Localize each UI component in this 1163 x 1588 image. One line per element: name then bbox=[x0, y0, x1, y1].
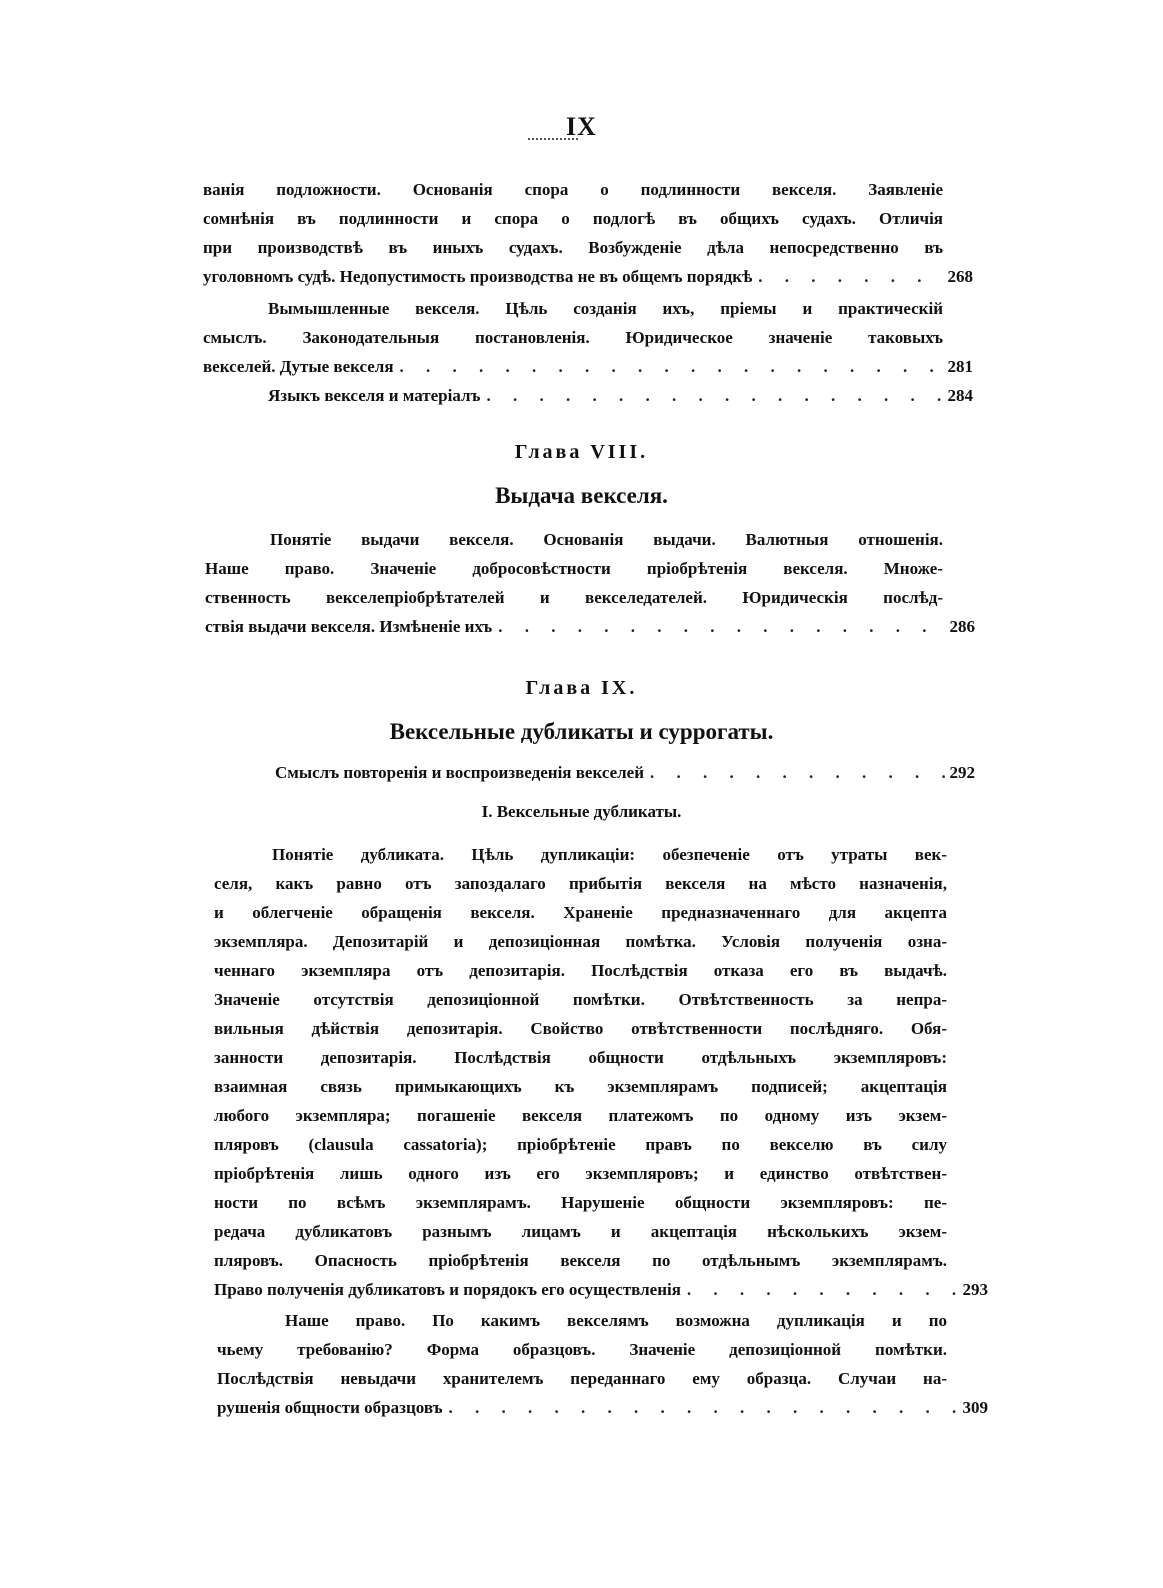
text-line: пляровъ. Опасность пріобрѣтенія векселя по отдѣльнымъ экземплярамъ. bbox=[214, 1251, 947, 1270]
entry-our-law bbox=[217, 1306, 947, 1393]
page-ref: 292 bbox=[949, 763, 975, 782]
chapter-8-label: Глава VIII. bbox=[514, 441, 649, 463]
toc-text: ствія выдачи векселя. Измѣненіе ихъ bbox=[205, 617, 493, 636]
chapter-8-title: Выдача векселя. bbox=[495, 483, 668, 508]
text-line: сомнѣнія въ подлинности и спора о подлогѣ въ общихъ судахъ. Отличія bbox=[203, 209, 943, 228]
entry-duplicates bbox=[214, 840, 947, 1275]
toc-line bbox=[203, 262, 973, 291]
page-ref: 286 bbox=[949, 617, 975, 636]
text-line: и облегченіе обращенія векселя. Храненіе предназначеннаго для акцепта bbox=[214, 903, 947, 922]
text-line: селя, какъ равно отъ запоздалаго прибытія векселя на мѣсто назначенія, bbox=[214, 874, 947, 893]
entry-forgery-last bbox=[203, 262, 973, 291]
text-line: Послѣдствія невыдачи хранителемъ переданнаго ему образца. Случаи на- bbox=[217, 1369, 947, 1388]
page-ref: 293 bbox=[962, 1280, 988, 1299]
toc-line bbox=[268, 381, 973, 410]
entry-duplicates-last bbox=[214, 1275, 988, 1304]
page-ref: 309 bbox=[962, 1398, 988, 1417]
text-line: вильныя дѣйствія депозитарія. Свойство отвѣтственности послѣдняго. Обя- bbox=[214, 1019, 947, 1038]
leader-dots bbox=[394, 352, 943, 381]
entry-chapter-9-intro bbox=[275, 758, 975, 787]
text-line: смыслъ. Законодательныя постановленія. Юридическое значеніе таковыхъ bbox=[203, 328, 943, 347]
leader-dots bbox=[752, 262, 943, 291]
chapter-9-title: Вексельные дубликаты и суррогаты. bbox=[389, 719, 774, 744]
entry-chapter-8-last bbox=[205, 612, 975, 641]
text-line: ченнаго экземпляра отъ депозитарія. Послѣдствія отказа его въ выдачѣ. bbox=[214, 961, 947, 980]
entry-our-law-last bbox=[217, 1393, 988, 1422]
text-line: ственность векселепріобрѣтателей и векселедателей. Юридическія послѣд- bbox=[205, 588, 943, 607]
leader-dots bbox=[443, 1393, 958, 1422]
text-line: взаимная связь примыкающихъ къ экземплярамъ подписей; акцептація bbox=[214, 1077, 947, 1096]
toc-line bbox=[214, 1275, 988, 1304]
text-line: Наше право. По какимъ векселямъ возможна дупликація и по bbox=[285, 1311, 947, 1330]
text-line: чьему требованію? Форма образцовъ. Значеніе депозиціонной помѣтки. bbox=[217, 1340, 947, 1359]
section-title: I. Вексельные дубликаты. bbox=[481, 802, 682, 821]
toc-line bbox=[275, 758, 975, 787]
page-number-rule bbox=[528, 138, 578, 142]
text-line: Вымышленные векселя. Цѣль созданія ихъ, пріемы и практическій bbox=[268, 299, 943, 318]
entry-forgery bbox=[203, 175, 943, 262]
toc-line bbox=[203, 352, 973, 381]
page-ref: 284 bbox=[947, 386, 973, 405]
toc-text: уголовномъ судѣ. Недопустимость производства не въ общемъ порядкѣ bbox=[203, 267, 753, 286]
text-line: ности по всѣмъ экземплярамъ. Нарушеніе общности экземпляровъ: пе- bbox=[214, 1193, 947, 1212]
text-line: редача дубликатовъ разнымъ лицамъ и акцептація нѣсколькихъ экзем- bbox=[214, 1222, 947, 1241]
text-line: экземпляра. Депозитарій и депозиціонная помѣтка. Условія полученія озна- bbox=[214, 932, 947, 951]
text-line: пляровъ (clausula cassatoria); пріобрѣтеніе правъ по векселю въ силу bbox=[214, 1135, 947, 1154]
toc-line bbox=[217, 1393, 988, 1422]
leader-dots bbox=[492, 612, 945, 641]
text-line: занности депозитарія. Послѣдствія общности отдѣльныхъ экземпляровъ: bbox=[214, 1048, 947, 1067]
toc-text: рушенія общности образцовъ bbox=[217, 1398, 443, 1417]
page-number: IX bbox=[566, 112, 597, 141]
toc-text: Право полученія дубликатовъ и порядокъ его осуществленія bbox=[214, 1280, 681, 1299]
toc-text: Языкъ векселя и матеріалъ bbox=[268, 386, 481, 405]
text-line: любого экземпляра; погашеніе векселя платежомъ по одному изъ экзем- bbox=[214, 1106, 947, 1125]
toc-text: Смыслъ повторенія и воспроизведенія векселей bbox=[275, 763, 645, 782]
text-line: Понятіе дубликата. Цѣль дупликаціи: обезпеченіе отъ утраты век- bbox=[272, 845, 947, 864]
text-line: пріобрѣтенія лишь одного изъ его экземпляровъ; и единство отвѣтствен- bbox=[214, 1164, 947, 1183]
page-ref: 268 bbox=[947, 267, 973, 286]
text-line: Наше право. Значеніе добросовѣстности пріобрѣтенія векселя. Множе- bbox=[205, 559, 943, 578]
page-ref: 281 bbox=[947, 357, 973, 376]
text-line: Понятіе выдачи векселя. Основанія выдачи. Валютныя отношенія. bbox=[270, 530, 943, 549]
leader-dots bbox=[480, 381, 943, 410]
text-line: ванія подложности. Основанія спора о подлинности векселя. Заявленіе bbox=[203, 180, 943, 199]
entry-fictitious bbox=[203, 294, 943, 352]
leader-dots bbox=[644, 758, 945, 787]
leader-dots bbox=[681, 1275, 958, 1304]
toc-line bbox=[205, 612, 975, 641]
toc-text: векселей. Дутые векселя bbox=[203, 357, 394, 376]
entry-chapter-8 bbox=[205, 525, 943, 612]
entry-language bbox=[268, 381, 973, 410]
text-line: при производствѣ въ иныхъ судахъ. Возбужденіе дѣла непосредственно въ bbox=[203, 238, 943, 257]
text-line: Значеніе отсутствія депозиціонной помѣтки. Отвѣтственность за непра- bbox=[214, 990, 947, 1009]
entry-fictitious-last bbox=[203, 352, 973, 381]
chapter-9-label: Глава IX. bbox=[525, 677, 638, 699]
